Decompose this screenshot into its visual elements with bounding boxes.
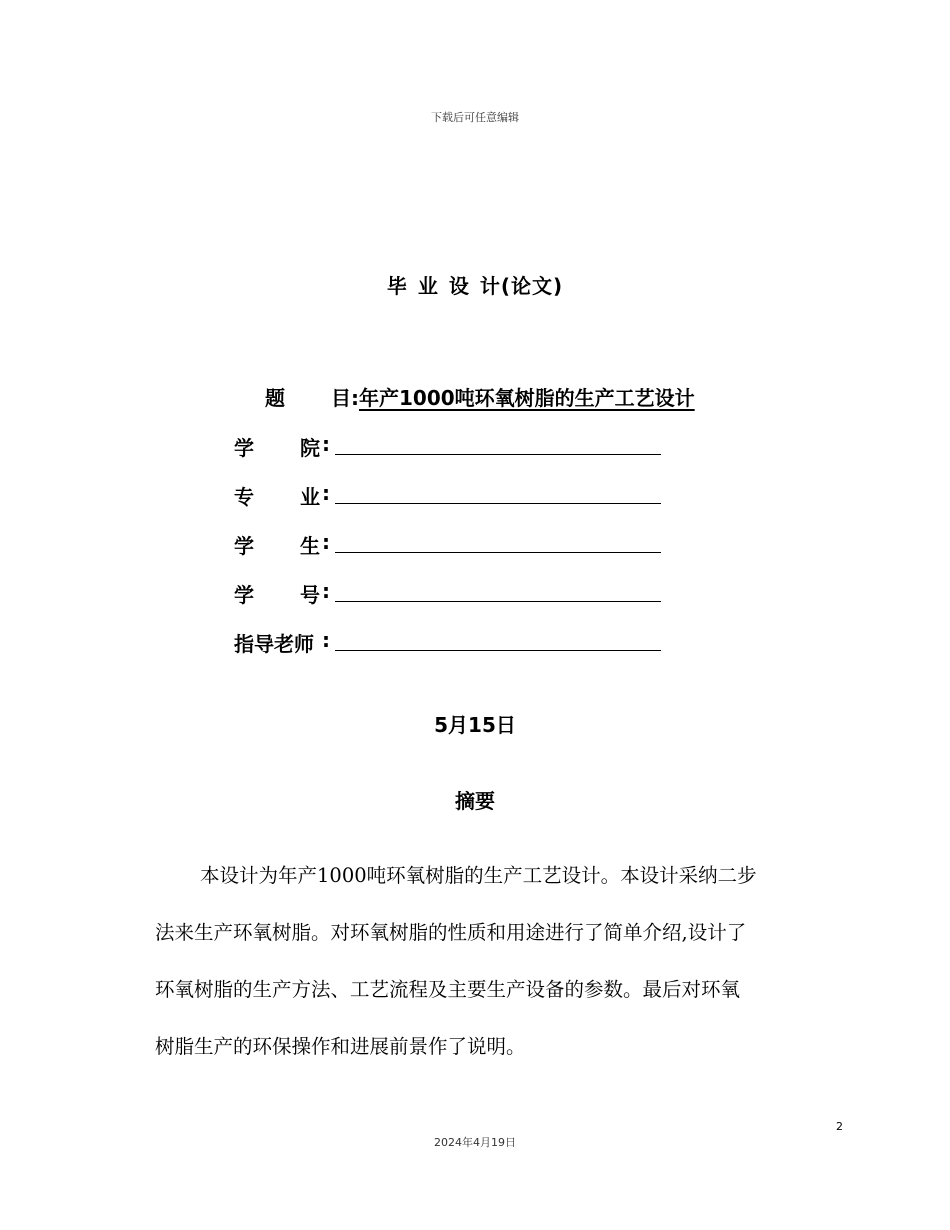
cover-date: 5月15日 <box>434 713 516 737</box>
abstract-line: 本设计为年产1000吨环氧树脂的生产工艺设计。本设计采纳二步 <box>200 864 757 887</box>
field-blank-line <box>335 454 661 455</box>
field-label-char: 学 <box>234 534 254 558</box>
field-label-char: 院 <box>300 436 320 460</box>
field-label-char: 专 <box>234 485 254 509</box>
field-blank-line <box>335 552 661 553</box>
topic-label-b: 目: <box>331 386 359 410</box>
abstract-line: 法来生产环氧树脂。对环氧树脂的性质和用途进行了简单介绍,设计了 <box>155 921 747 944</box>
field-student <box>234 530 664 556</box>
page-footer-date: 2024年4月19日 <box>434 1136 516 1149</box>
field-colon: : <box>322 432 330 456</box>
field-label-char: 业 <box>300 485 320 509</box>
field-colon: : <box>322 481 330 505</box>
topic-value: 年产1000吨环氧树脂的生产工艺设计 <box>359 386 695 410</box>
abstract-line: 树脂生产的环保操作和进展前景作了说明。 <box>155 1035 526 1058</box>
field-label: 指导老师 <box>234 632 314 656</box>
field-blank-line <box>335 650 661 651</box>
title-part: 设 <box>448 274 470 298</box>
field-label-char: 学 <box>234 436 254 460</box>
field-label-char: 号 <box>300 583 320 607</box>
field-colon: : <box>322 628 330 652</box>
field-blank-line <box>335 601 661 602</box>
topic-label-a: 题 <box>265 386 285 410</box>
field-colon: : <box>322 579 330 603</box>
page-number: 2 <box>836 1120 843 1133</box>
field-advisor <box>234 628 664 654</box>
field-student-id <box>234 579 664 605</box>
topic-row <box>265 382 695 411</box>
abstract-line: 环氧树脂的生产方法、工艺流程及主要生产设备的参数。最后对环氧 <box>155 978 741 1001</box>
field-blank-line <box>335 503 661 504</box>
field-major <box>234 481 664 507</box>
field-college <box>234 432 664 458</box>
title-part: 毕 <box>386 274 408 298</box>
abstract-title: 摘要 <box>455 789 495 813</box>
field-label-char: 生 <box>300 534 320 558</box>
title-part: 业 <box>417 274 439 298</box>
field-label-char: 学 <box>234 583 254 607</box>
thesis-title <box>0 270 950 299</box>
title-part: 计(论文) <box>479 274 564 298</box>
field-colon: : <box>322 530 330 554</box>
page-header: 下载后可任意编辑 <box>431 111 519 124</box>
